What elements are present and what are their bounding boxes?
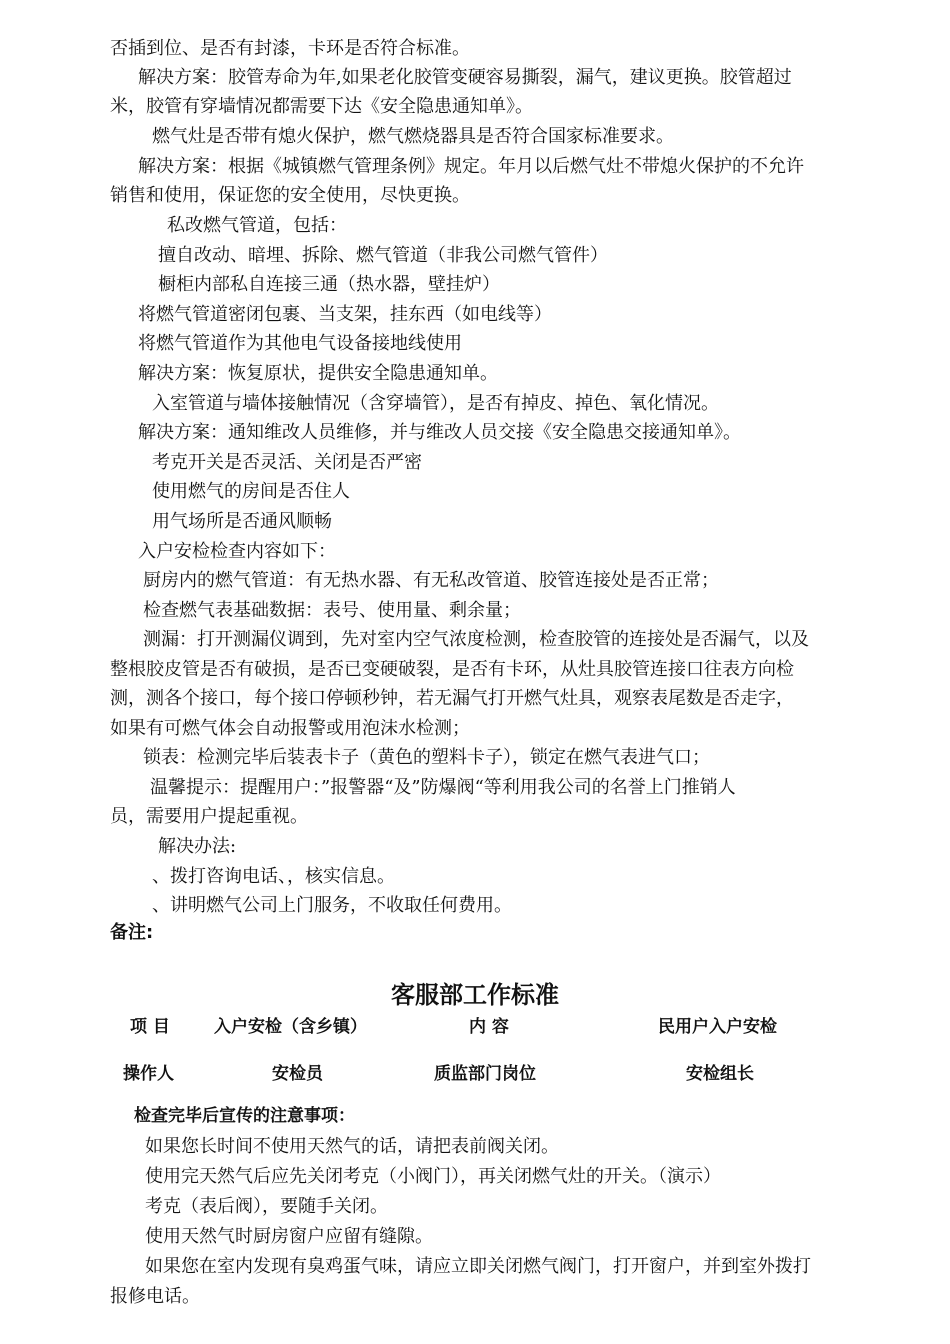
text-line: 温馨提示：提醒用户：”报警器“及”防爆阀“等利用我公司的名誉上门推销人: [150, 777, 736, 798]
text-line: 如果有可燃气体会自动报警或用泡沫水检测；: [110, 718, 470, 739]
text-line: 用气场所是否通风顺畅: [152, 511, 332, 532]
text-line: 解决办法:: [158, 836, 237, 857]
text-line: 解决方案：根据《城镇燃气管理条例》规定。年月以后燃气灶不带熄火保护的不允许: [138, 156, 804, 177]
notice-line: 如果您在室内发现有臭鸡蛋气味，请应立即关闭燃气阀门，打开窗户，并到室外拨打: [145, 1256, 811, 1277]
text-line: 橱柜内部私自连接三通（热水器，壁挂炉）: [158, 274, 500, 295]
text-line: 解决方案：胶管寿命为年,如果老化胶管变硬容易撕裂，漏气，建议更换。胶管超过: [138, 67, 792, 88]
text-line: 锁表：检测完毕后装表卡子（黄色的塑料卡子），锁定在燃气表进气口；: [143, 747, 710, 768]
text-line: 入室管道与墙体接触情况（含穿墙管），是否有掉皮、掉色、氧化情况。: [152, 393, 719, 414]
text-line: 使用燃气的房间是否住人: [152, 481, 350, 502]
remarks-label: 备注:: [110, 922, 154, 943]
notice-line: 考克（表后阀），要随手关闭。: [145, 1196, 388, 1217]
text-line: 考克开关是否灵活、关闭是否严密: [152, 452, 422, 473]
text-line: 测漏：打开测漏仪调到，先对室内空气浓度检测，检查胶管的连接处是否漏气，以及: [143, 629, 809, 650]
notice-heading: 检查完毕后宣传的注意事项：: [134, 1106, 355, 1126]
text-line: 厨房内的燃气管道：有无热水器、有无私改管道、胶管连接处是否正常；: [143, 570, 719, 591]
content-value: 民用户入户安检: [658, 1017, 777, 1037]
item-value: 入户安检（含乡镇）: [214, 1017, 367, 1037]
dept-label: 质监部门岗位: [434, 1064, 536, 1084]
text-line: 私改燃气管道，包括：: [167, 215, 347, 236]
text-line: 否插到位、是否有封漆，卡环是否符合标准。: [110, 38, 470, 59]
text-line: 入户安检检查内容如下：: [138, 541, 336, 562]
content-label: 内 容: [469, 1017, 509, 1037]
notice-line: 如果您长时间不使用天然气的话，请把表前阀关闭。: [145, 1136, 559, 1157]
text-line: 检查燃气表基础数据：表号、使用量、剩余量；: [143, 600, 521, 621]
text-line: 燃气灶是否带有熄火保护，燃气燃烧器具是否符合国家标准要求。: [152, 126, 674, 147]
text-line: 、拨打咨询电话、，核实信息。: [152, 866, 395, 887]
notice-line: 报修电话。: [110, 1286, 200, 1307]
text-line: 、讲明燃气公司上门服务，不收取任何费用。: [152, 895, 512, 916]
text-line: 擅自改动、暗埋、拆除、燃气管道（非我公司燃气管件）: [158, 245, 608, 266]
text-line: 整根胶皮管是否有破损，是否已变硬破裂，是否有卡环，从灶具胶管连接口往表方向检: [110, 659, 794, 680]
notice-line: 使用天然气时厨房窗户应留有缝隙。: [145, 1226, 433, 1247]
operator-value: 安检员: [272, 1064, 323, 1084]
notice-line: 使用完天然气后应先关闭考克（小阀门），再关闭燃气灶的开关。（演示）: [145, 1166, 721, 1187]
section-title: 客服部工作标准: [391, 981, 559, 1009]
dept-value: 安检组长: [686, 1064, 754, 1084]
text-line: 销售和使用，保证您的安全使用，尽快更换。: [110, 185, 470, 206]
text-line: 米，胶管有穿墙情况都需要下达《安全隐患通知单》。: [110, 96, 533, 117]
text-line: 将燃气管道作为其他电气设备接地线使用: [138, 333, 462, 354]
item-label: 项 目: [130, 1017, 170, 1037]
text-line: 测，测各个接口，每个接口停顿秒钟，若无漏气打开燃气灶具，观察表尾数是否走字，: [110, 688, 794, 709]
text-line: 员，需要用户提起重视。: [110, 806, 308, 827]
text-line: 解决方案：恢复原状，提供安全隐患通知单。: [138, 363, 498, 384]
text-line: 将燃气管道密闭包裹、当支架，挂东西（如电线等）: [138, 304, 552, 325]
text-line: 解决方案：通知维改人员维修，并与维改人员交接《安全隐患交接通知单》。: [138, 422, 741, 443]
operator-label: 操作人: [123, 1064, 174, 1084]
